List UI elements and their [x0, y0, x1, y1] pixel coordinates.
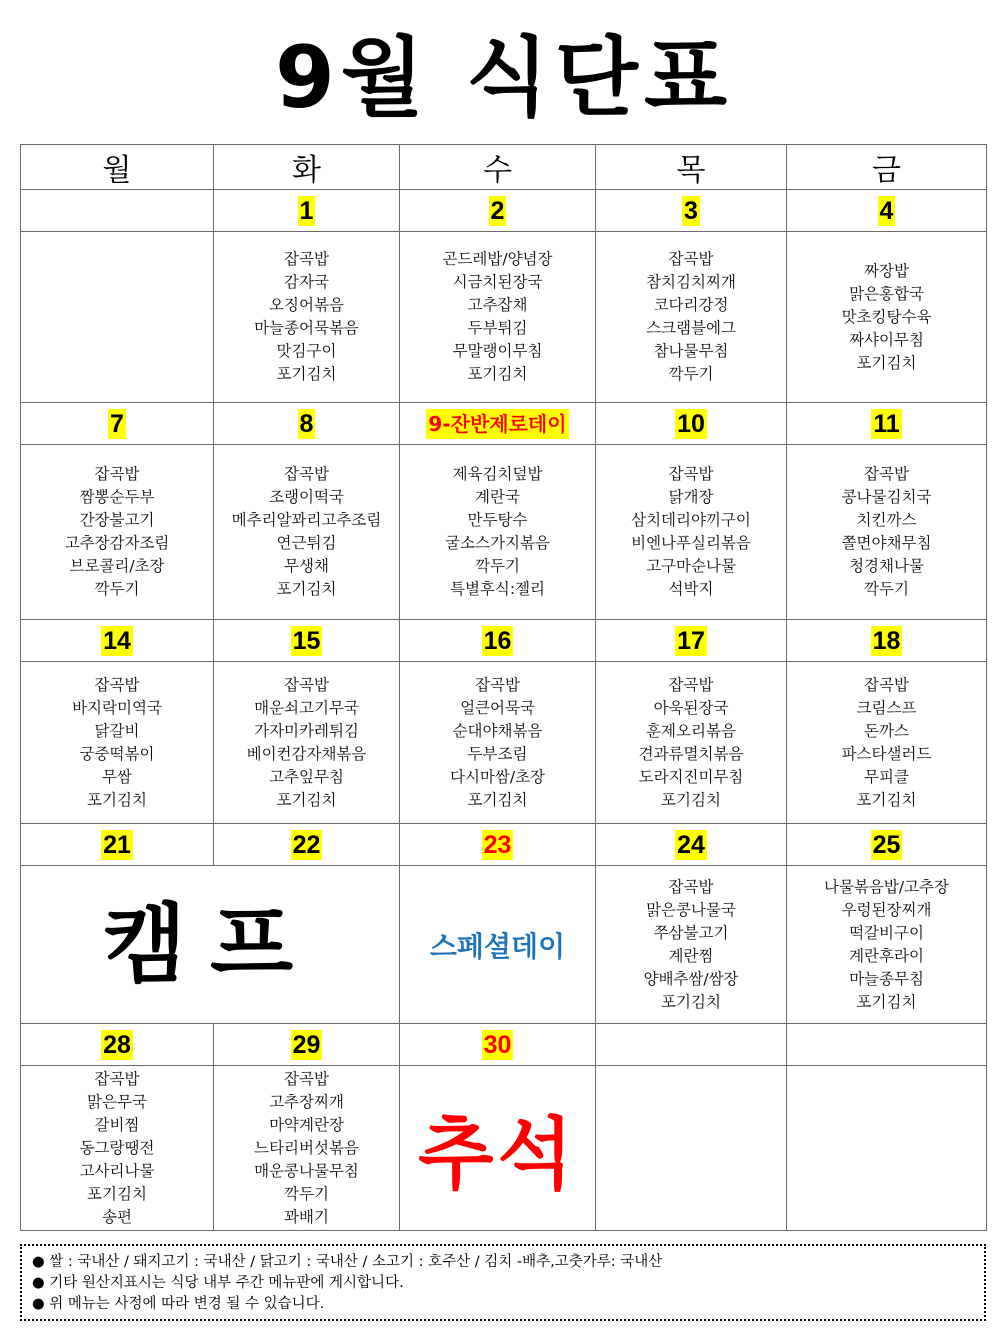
menu-item: 맑은무국 — [87, 1092, 147, 1111]
menu-cell — [400, 232, 596, 403]
menu-item: 코다리강정 — [653, 296, 729, 314]
menu-list — [787, 674, 986, 812]
menu-list — [21, 1068, 213, 1229]
menu-list — [214, 463, 399, 601]
menu-item: 잡곡밥 — [94, 1069, 140, 1088]
menu-item: 깍두기 — [475, 557, 520, 575]
weekday-header-row — [21, 145, 987, 190]
menu-item: 무말랭이무침 — [452, 342, 543, 360]
menu-item: 잡곡밥 — [864, 465, 909, 483]
date-number: 25 — [872, 830, 901, 859]
menu-list — [596, 463, 786, 601]
date-cell — [787, 824, 987, 866]
menu-item: 비엔나푸실리볶음 — [631, 534, 751, 552]
origin-info-note: ● 기타 원산지표시는 식당 내부 주간 메뉴판에 게시합니다. — [32, 1275, 404, 1291]
date-cell — [214, 1024, 400, 1066]
chuseok-label: 추석 — [418, 1110, 577, 1200]
date-row — [21, 190, 987, 232]
menu-cell — [214, 662, 400, 824]
menu-item: 잡곡밥 — [668, 877, 714, 896]
menu-item: 짬뽕순두부 — [79, 488, 155, 506]
date-number: 4 — [879, 196, 894, 225]
menu-cell — [21, 1066, 214, 1231]
menu-cell — [214, 232, 400, 403]
menu-item: 나물볶음밥/고추장 — [823, 877, 949, 896]
date-number: 24 — [677, 830, 705, 859]
menu-item: 굴소스가지볶음 — [445, 534, 550, 552]
date-number: 7 — [110, 409, 124, 438]
date-cell — [214, 824, 400, 866]
menu-item: 무생채 — [284, 557, 329, 575]
menu-item: 훈제오리볶음 — [646, 721, 736, 740]
menu-item: 갈비찜 — [94, 1115, 140, 1134]
menu-item: 오징어볶음 — [269, 296, 344, 314]
date-number: 16 — [483, 626, 512, 655]
menu-cell — [214, 445, 400, 620]
menu-item: 견과류멸치볶음 — [638, 744, 744, 763]
menu-row — [21, 445, 987, 620]
menu-item: 우렁된장찌개 — [841, 900, 932, 919]
menu-item: 고추잎무침 — [269, 767, 344, 786]
date-cell — [400, 824, 596, 866]
menu-item: 잡곡밥 — [668, 465, 714, 483]
holiday-cell — [400, 1066, 596, 1231]
date-cell — [214, 190, 400, 232]
menu-list — [596, 248, 786, 386]
menu-item: 잡곡밥 — [668, 675, 714, 694]
menu-cell — [596, 662, 787, 824]
date-number: 8 — [299, 409, 314, 438]
camp-label: 캠프 — [102, 894, 318, 995]
menu-row — [21, 662, 987, 824]
date-number: 2 — [490, 196, 505, 225]
date-cell — [214, 403, 400, 445]
weekday-header: 금 — [787, 145, 987, 190]
menu-item: 양배추쌈/쌈장 — [643, 969, 739, 988]
camp-cell — [21, 866, 400, 1024]
date-cell — [596, 190, 787, 232]
menu-cell — [596, 1066, 787, 1231]
menu-item: 석박지 — [668, 580, 714, 598]
holiday-date-number: 23 — [483, 830, 512, 859]
date-row — [21, 620, 987, 662]
menu-item: 닭개장 — [668, 488, 714, 506]
weekday-header: 화 — [214, 145, 400, 190]
menu-cell — [21, 445, 214, 620]
menu-item: 시금치된장국 — [452, 273, 543, 291]
menu-cell — [21, 232, 214, 403]
menu-item: 닭갈비 — [94, 721, 140, 740]
weekday-header: 월 — [21, 145, 214, 190]
weekday-header: 수 — [400, 145, 596, 190]
menu-list — [214, 1068, 399, 1229]
origin-note: ● 쌀 : 국내산 / 돼지고기 : 국내산 / 닭고기 : 국내산 / 소고기 : 호주산 / 김치 -배추,고춧가루: 국내산 — [32, 1254, 663, 1270]
menu-row — [21, 232, 987, 403]
menu-cell — [214, 1066, 400, 1231]
date-cell — [596, 824, 787, 866]
date-cell — [214, 620, 400, 662]
menu-item: 얼큰어묵국 — [460, 698, 535, 717]
menu-item: 잡곡밥 — [475, 675, 520, 694]
origin-notes-box — [20, 1244, 986, 1321]
date-row — [21, 1024, 987, 1066]
menu-item: 치킨까스 — [856, 511, 917, 529]
menu-item: 포기김치 — [661, 790, 721, 809]
date-number: 18 — [872, 626, 901, 655]
date-row — [21, 824, 987, 866]
date-number: 1 — [299, 196, 314, 225]
menu-list — [214, 674, 399, 812]
menu-item: 삼치데리야끼구이 — [631, 511, 751, 529]
menu-item: 마늘종어묵볶음 — [254, 319, 359, 337]
menu-cell — [21, 662, 214, 824]
menu-item: 두부조림 — [467, 744, 528, 763]
page-title: 9월 식단표 — [274, 28, 734, 128]
date-number: 22 — [292, 830, 321, 859]
menu-item: 참나물무침 — [653, 342, 729, 360]
menu-item: 무쌈 — [102, 767, 132, 786]
date-cell — [400, 1024, 596, 1066]
menu-item: 크림스프 — [856, 698, 917, 717]
menu-cell — [596, 445, 787, 620]
menu-cell — [596, 866, 787, 1024]
menu-item: 도라지진미무침 — [638, 767, 744, 786]
menu-item: 제육김치덮밥 — [452, 465, 543, 483]
menu-item: 맛초킹탕수육 — [841, 307, 932, 326]
special-day-label: 스페셜데이 — [429, 929, 566, 963]
menu-row — [21, 1066, 987, 1231]
menu-item: 계란찜 — [668, 946, 714, 965]
special-day-cell — [400, 866, 596, 1024]
menu-list — [596, 674, 786, 812]
menu-item: 순대야채볶음 — [452, 721, 543, 740]
menu-cell — [400, 662, 596, 824]
menu-item: 떡갈비구이 — [849, 923, 924, 942]
date-number: 15 — [292, 626, 321, 655]
menu-item: 잡곡밥 — [284, 675, 329, 694]
menu-item: 잡곡밥 — [284, 1069, 329, 1088]
date-number: 28 — [103, 1030, 131, 1059]
menu-item: 포기김치 — [856, 992, 917, 1011]
menu-item: 곤드레밥/양념장 — [442, 250, 553, 268]
menu-item: 특별후식:젤리 — [449, 580, 546, 598]
menu-item: 만두탕수 — [467, 511, 528, 529]
menu-item: 포기김치 — [276, 790, 337, 809]
menu-item: 잡곡밥 — [284, 250, 329, 268]
date-number: 14 — [103, 626, 131, 655]
date-cell — [596, 403, 787, 445]
menu-item: 포기김치 — [467, 365, 528, 383]
menu-item: 메추리알꽈리고추조림 — [231, 511, 382, 529]
menu-item: 깍두기 — [94, 580, 140, 598]
menu-item: 송편 — [102, 1207, 132, 1226]
menu-item: 맛김구이 — [276, 342, 337, 360]
menu-cell — [787, 232, 987, 403]
menu-item: 매운콩나물무침 — [254, 1161, 359, 1180]
change-notice-note: ● 위 메뉴는 사정에 따라 변경 될 수 있습니다. — [32, 1296, 325, 1312]
menu-item: 매운쇠고기무국 — [254, 698, 359, 717]
menu-item: 고구마순나물 — [646, 557, 736, 575]
date-number: 21 — [103, 830, 131, 859]
date-cell — [787, 403, 987, 445]
menu-item: 깍두기 — [668, 365, 714, 383]
menu-item: 동그랑땡전 — [79, 1138, 155, 1157]
menu-cell — [596, 232, 787, 403]
menu-row — [21, 866, 987, 1024]
date-cell — [21, 824, 214, 866]
menu-item: 느타리버섯볶음 — [254, 1138, 359, 1157]
menu-item: 잡곡밥 — [94, 675, 140, 694]
menu-list — [400, 248, 595, 386]
menu-item: 베이컨감자채볶음 — [246, 744, 367, 763]
menu-item: 꽈배기 — [284, 1207, 329, 1226]
menu-item: 포기김치 — [661, 992, 721, 1011]
date-cell — [400, 190, 596, 232]
menu-item: 가자미카레튀김 — [254, 721, 359, 740]
date-cell — [400, 403, 596, 445]
menu-item: 포기김치 — [467, 790, 528, 809]
menu-item: 계란후라이 — [849, 946, 924, 965]
menu-item: 고사리나물 — [79, 1161, 155, 1180]
menu-cell — [787, 1066, 987, 1231]
menu-item: 잡곡밥 — [284, 465, 329, 483]
menu-item: 두부튀김 — [467, 319, 528, 337]
menu-item: 깍두기 — [284, 1184, 329, 1203]
menu-item: 연근튀김 — [276, 534, 337, 552]
menu-item: 고추장감자조림 — [64, 534, 170, 552]
menu-item: 무피클 — [864, 767, 909, 786]
meal-calendar-table — [20, 144, 987, 1231]
date-cell — [787, 1024, 987, 1066]
menu-cell — [787, 662, 987, 824]
menu-cell — [787, 866, 987, 1024]
menu-item: 잡곡밥 — [94, 465, 140, 483]
menu-item: 포기김치 — [856, 353, 917, 372]
weekday-header: 목 — [596, 145, 787, 190]
date-cell — [787, 190, 987, 232]
menu-item: 고추잡채 — [467, 296, 528, 314]
date-cell — [21, 1024, 214, 1066]
menu-item: 참치김치찌개 — [646, 273, 736, 291]
menu-item: 포기김치 — [276, 580, 337, 598]
menu-item: 깍두기 — [864, 580, 909, 598]
menu-list — [400, 674, 595, 812]
menu-cell — [400, 445, 596, 620]
zero-waste-day-label: 9-잔반제로데이 — [426, 409, 568, 439]
menu-list — [214, 248, 399, 386]
menu-item: 고추장찌개 — [269, 1092, 344, 1111]
date-cell — [21, 403, 214, 445]
date-cell — [400, 620, 596, 662]
menu-item: 쭈삼불고기 — [653, 923, 729, 942]
menu-item: 바지락미역국 — [72, 698, 162, 717]
menu-item: 쫄면야채무침 — [841, 534, 932, 552]
menu-item: 간장불고기 — [79, 511, 155, 529]
menu-item: 궁중떡볶이 — [79, 744, 155, 763]
menu-item: 포기김치 — [87, 1184, 147, 1203]
date-row — [21, 403, 987, 445]
date-number: 11 — [873, 409, 900, 438]
menu-list — [787, 260, 986, 375]
menu-item: 계란국 — [475, 488, 520, 506]
menu-list — [21, 463, 213, 601]
menu-list — [21, 674, 213, 812]
menu-list — [596, 876, 786, 1014]
menu-item: 포기김치 — [856, 790, 917, 809]
menu-item: 잡곡밥 — [864, 675, 909, 694]
menu-item: 짜샤이무침 — [849, 330, 924, 349]
menu-item: 돈까스 — [864, 721, 909, 740]
menu-item: 맑은홍합국 — [849, 284, 924, 303]
menu-item: 감자국 — [284, 273, 329, 291]
menu-item: 포기김치 — [87, 790, 147, 809]
date-cell — [787, 620, 987, 662]
menu-item: 잡곡밥 — [668, 250, 714, 268]
date-cell — [21, 620, 214, 662]
menu-item: 마약계란장 — [269, 1115, 344, 1134]
menu-item: 스크램블에그 — [646, 319, 736, 337]
menu-item: 아욱된장국 — [653, 698, 729, 717]
menu-item: 조랭이떡국 — [269, 488, 344, 506]
date-number: 10 — [677, 409, 705, 438]
menu-item: 콩나물김치국 — [841, 488, 932, 506]
menu-item: 브로콜리/초장 — [69, 557, 165, 575]
date-number: 29 — [292, 1030, 321, 1059]
menu-cell — [787, 445, 987, 620]
menu-item: 파스타샐러드 — [841, 744, 932, 763]
menu-item: 청경채나물 — [849, 557, 924, 575]
menu-item: 마늘종무침 — [849, 969, 924, 988]
menu-list — [787, 463, 986, 601]
date-cell — [596, 620, 787, 662]
date-cell — [596, 1024, 787, 1066]
menu-item: 다시마쌈/초장 — [449, 767, 546, 786]
holiday-date-number: 30 — [483, 1030, 512, 1059]
date-number: 3 — [684, 196, 698, 225]
date-number: 17 — [677, 626, 705, 655]
menu-item: 짜장밥 — [864, 261, 909, 280]
date-cell — [21, 190, 214, 232]
menu-item: 포기김치 — [276, 365, 337, 383]
menu-item: 맑은콩나물국 — [646, 900, 736, 919]
menu-list — [400, 463, 595, 601]
menu-list — [787, 876, 986, 1014]
